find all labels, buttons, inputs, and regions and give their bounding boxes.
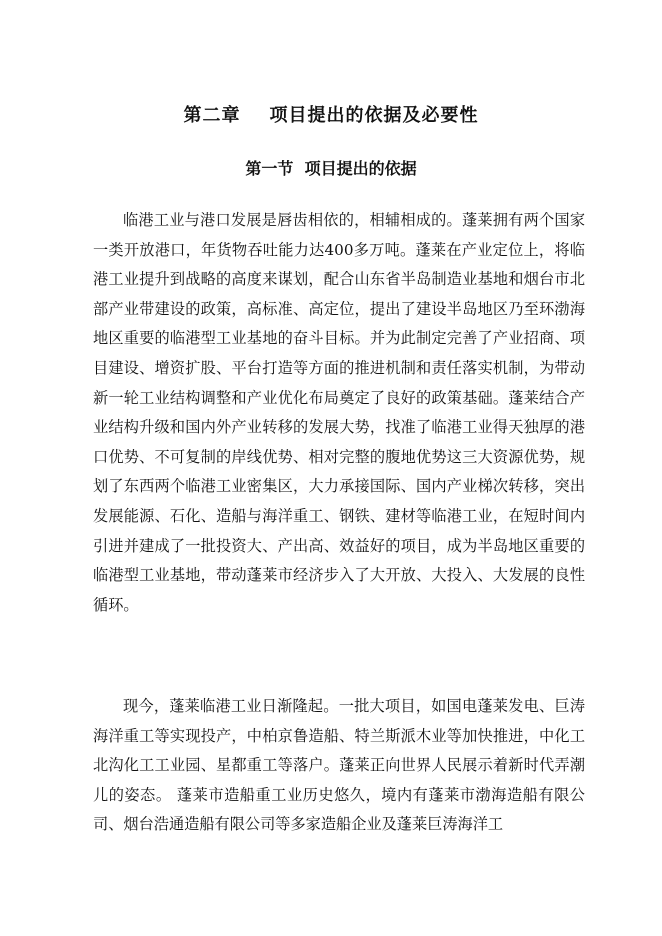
body-paragraph: 临港工业与港口发展是唇齿相依的，相辅相成的。蓬莱拥有两个国家一类开放港口，年货物吞吐能力达400多万吨。蓬莱在产业定位上，将临港工业提升到战略的高度来谋划，配合山东省半岛制造业基地和烟台市北部产业带建设的政策，高标准、高定位，提出了建设半岛地区乃至环渤海地区重要的临港型工业基地的奋斗目标。并为此制定完善了产业招商、项目建设、增资扩股、平台打造等方面的推进机制和责任落实机制，为带动新一轮工业结构调整和产业优化布局奠定了良好的政策基础。蓬莱结合产业结构升级和国内外产业转移的发展大势，找准了临港工业得天独厚的港口优势、不可复制的岸线优势、相对完整的腹地优势这三大资源优势，规划了东西两个临港工业密集区，大力承接国际、国内产业梯次转移，突出发展能源、石化、造船与海洋重工、钢铁、建材等临港工业，在短时间内引进并建成了一批投资大、产出高、效益好的项目，成为半岛地区重要的临港型工业基地，带动蓬莱市经济步入了大开放、大投入、大发展的良性循环。	[93, 211, 585, 614]
chapter-title: 第二章 项目提出的依据及必要性	[183, 105, 479, 126]
section-title: 第一节 项目提出的依据	[245, 159, 417, 178]
body-paragraph: 现今，蓬莱临港工业日渐隆起。一批大项目，如国电蓬莱发电、巨涛海洋重工等实现投产，中柏京鲁造船、特兰斯派木业等加快推进，中化工北沟化工工业园、星都重工等落户。蓬莱正向世界人民展示着新时代弄潮儿的姿态。 蓬莱市造船重工业历史悠久，境内有蓬莱市渤海造船有限公司、烟台浩通造船有限公司等多家造船企业及蓬莱巨涛海洋工	[93, 697, 585, 834]
